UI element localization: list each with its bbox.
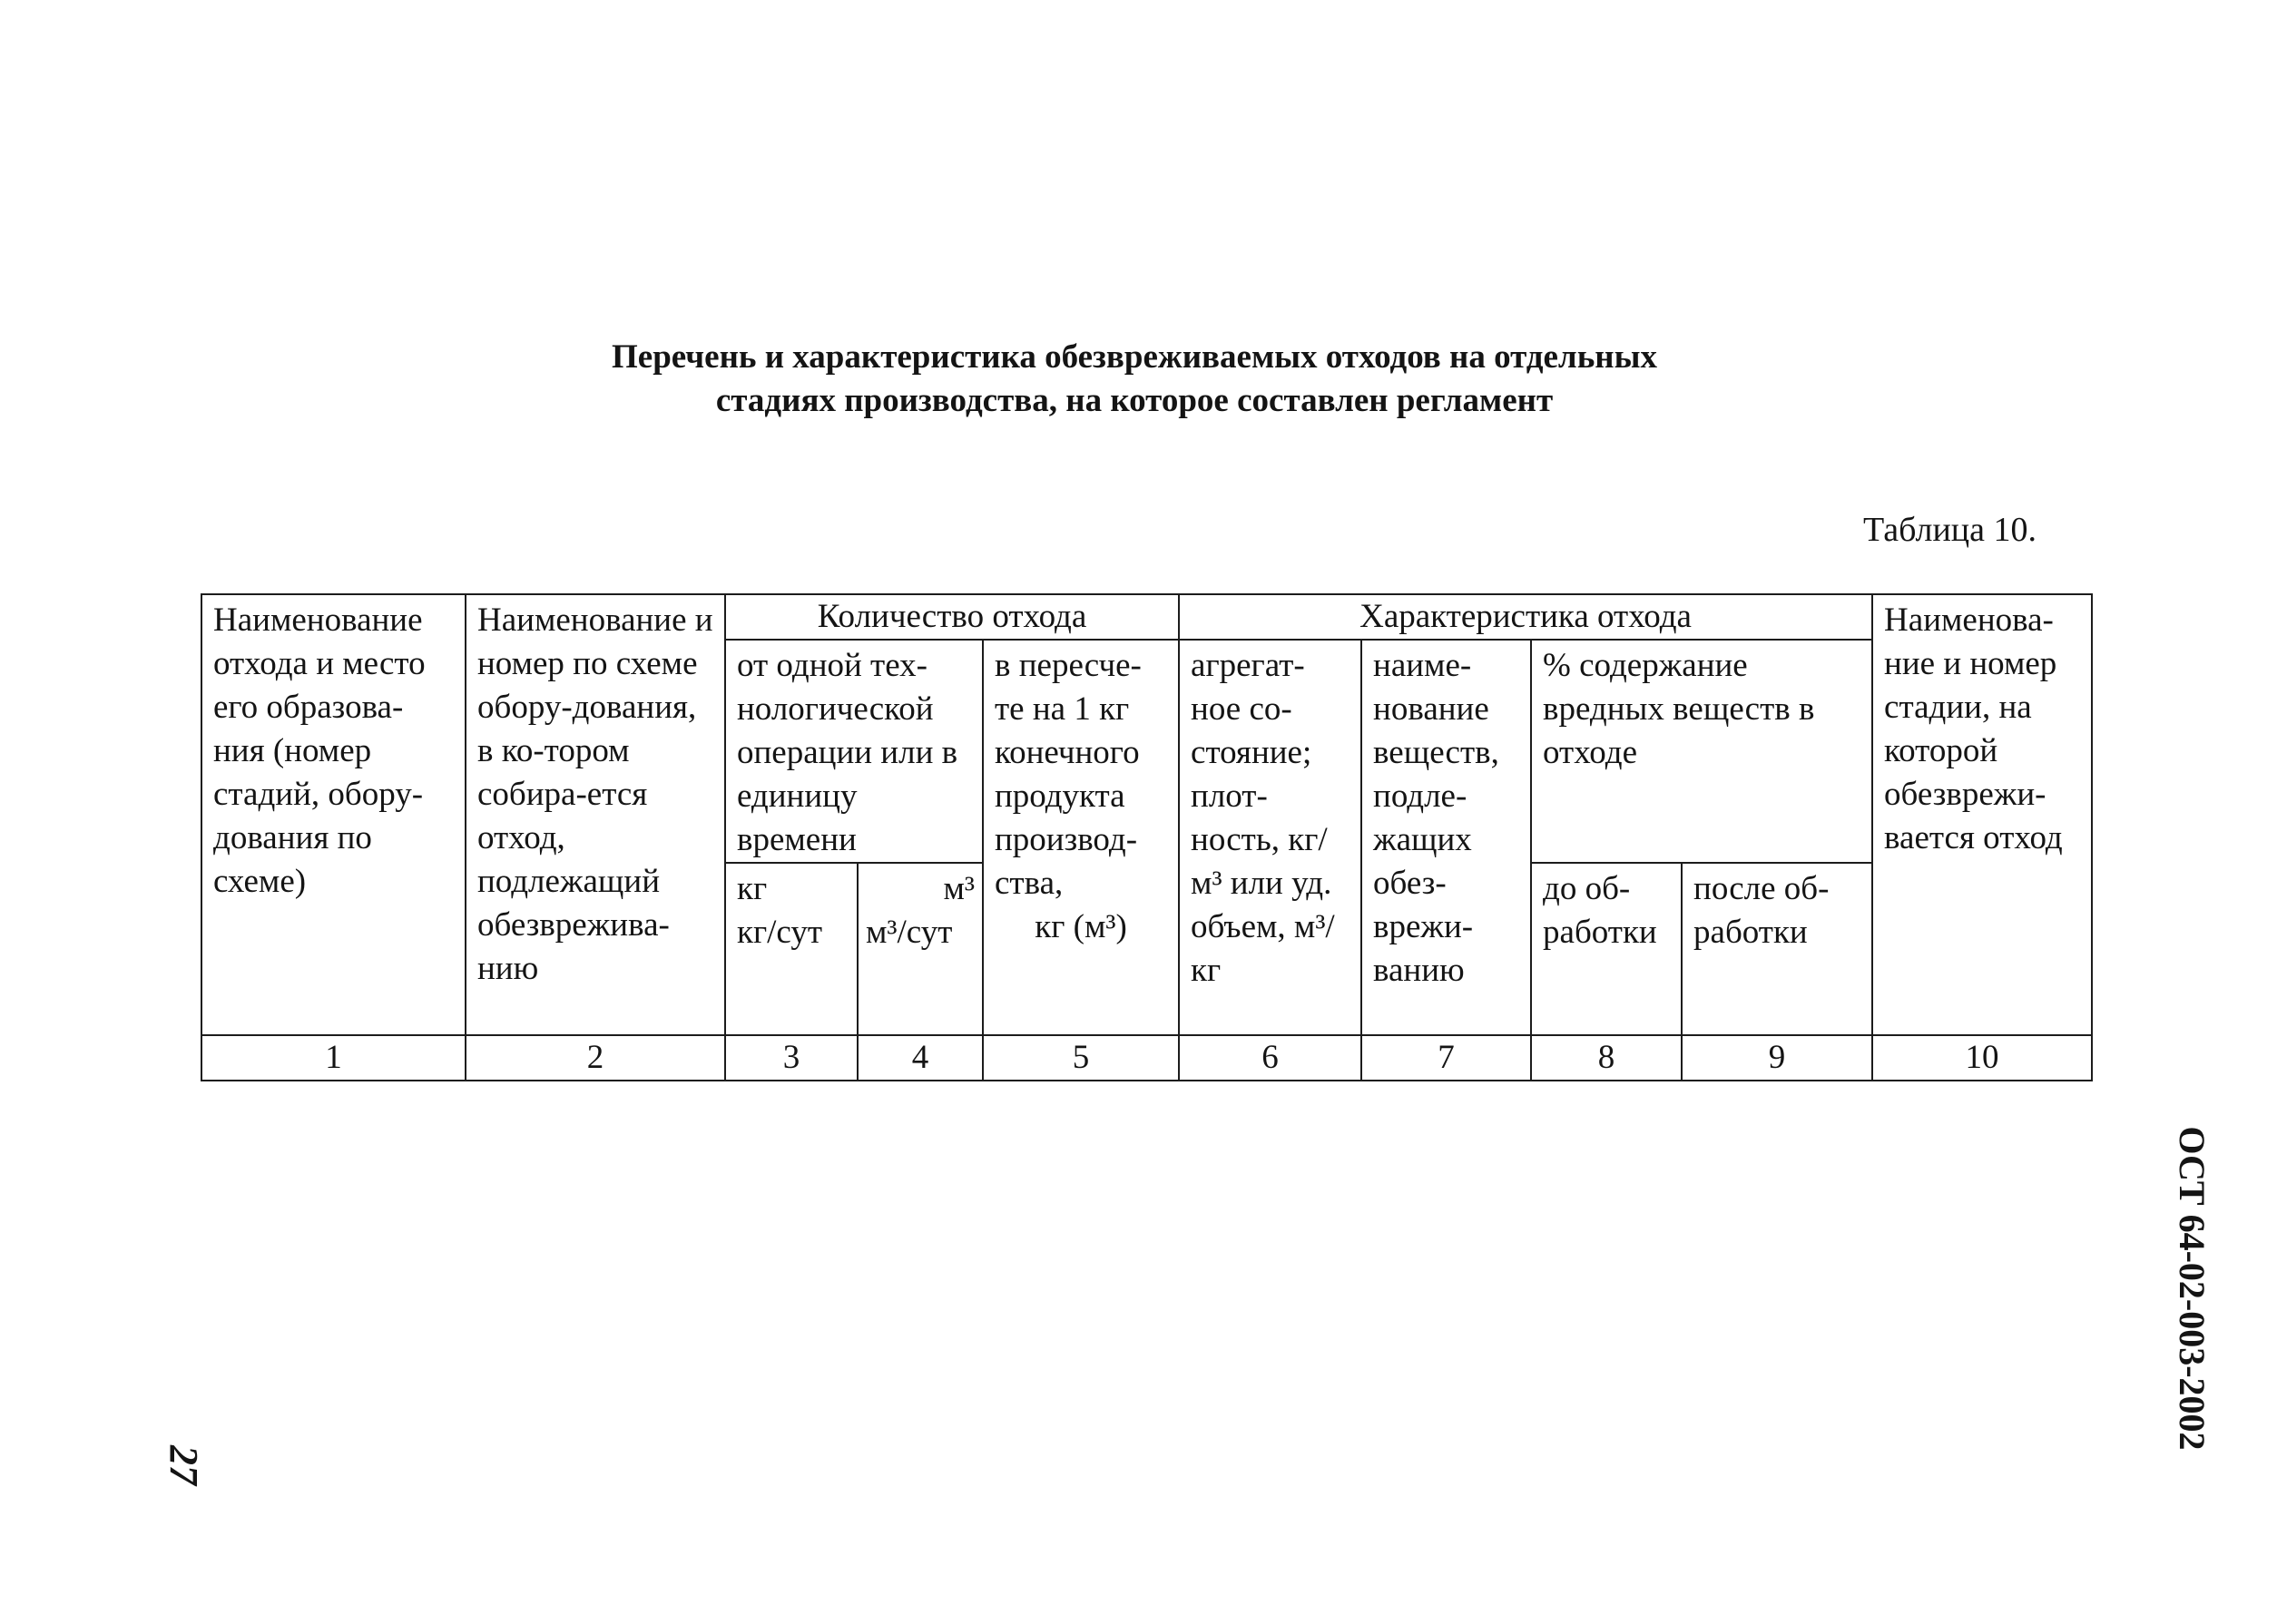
standard-code [2155, 1120, 2228, 1456]
header-substance-names: наиме-нование веществ, подле-жащих обез-врежи-ванию [1361, 640, 1531, 1035]
column-number: 1 [201, 1035, 466, 1081]
per-kg-product-unit: кг (м³) [1035, 908, 1127, 945]
header-waste-quantity: Количество отхода [725, 594, 1179, 640]
column-number-row [201, 1035, 2092, 1081]
column-number: 7 [1361, 1035, 1531, 1081]
header-waste-name: Наименование отхода и место его образова-ния (номер стадий, обору-дования по схеме) [201, 594, 466, 1035]
header-harmful-content: % содержание вредных веществ в отходе [1531, 640, 1872, 863]
page-title [363, 336, 1906, 423]
page-number-text: 27 [162, 1445, 206, 1485]
column-number: 9 [1682, 1035, 1872, 1081]
kg-per-day-unit: кг/сут [737, 914, 823, 951]
m3-per-day-unit: м³/сут [866, 914, 953, 951]
title-line-2: стадиях производства, на которое составлен регламент [715, 382, 1554, 419]
waste-table [201, 593, 2093, 1081]
page-number [156, 1438, 211, 1492]
header-after-treatment: после об-работки [1682, 863, 1872, 1035]
kg-unit: кг [737, 870, 768, 907]
table-label: Таблица 10. [1862, 511, 2037, 549]
header-waste-characteristic: Характеристика отхода [1179, 594, 1872, 640]
per-kg-product-label: в пересче-те на 1 кг конечного продукта производ-ства, [995, 647, 1142, 902]
column-number: 6 [1179, 1035, 1361, 1081]
header-aggregate-state: агрегат-ное со-стояние; плот-ность, кг/м³ или уд. объем, м³/кг [1179, 640, 1361, 1035]
title-line-1: Перечень и характеристика обезвреживаемых отходов на отдельных [612, 338, 1657, 376]
header-per-kg-product [983, 640, 1179, 1035]
header-equipment-name: Наименование и номер по схеме обору-дования, в ко-тором собира-ется отход, подлежащий обезврежива-нию [466, 594, 725, 1035]
column-number: 4 [858, 1035, 983, 1081]
header-kg-per-day [725, 863, 858, 1035]
standard-code-text: ОСТ 64-02-003-2002 [2172, 1126, 2213, 1451]
column-number: 3 [725, 1035, 858, 1081]
column-number: 2 [466, 1035, 725, 1081]
header-before-treatment: до об-работки [1531, 863, 1682, 1035]
column-number: 5 [983, 1035, 1179, 1081]
header-row-1 [201, 594, 2092, 640]
m3-unit: м³ [943, 870, 975, 907]
column-number: 10 [1872, 1035, 2092, 1081]
column-number: 8 [1531, 1035, 1682, 1081]
header-m3-per-day [858, 863, 983, 1035]
header-per-operation: от одной тех-нологической операции или в единицу времени [725, 640, 983, 863]
header-treatment-stage: Наименова-ние и номер стадии, на которой обезврежи-вается отход [1872, 594, 2092, 1035]
